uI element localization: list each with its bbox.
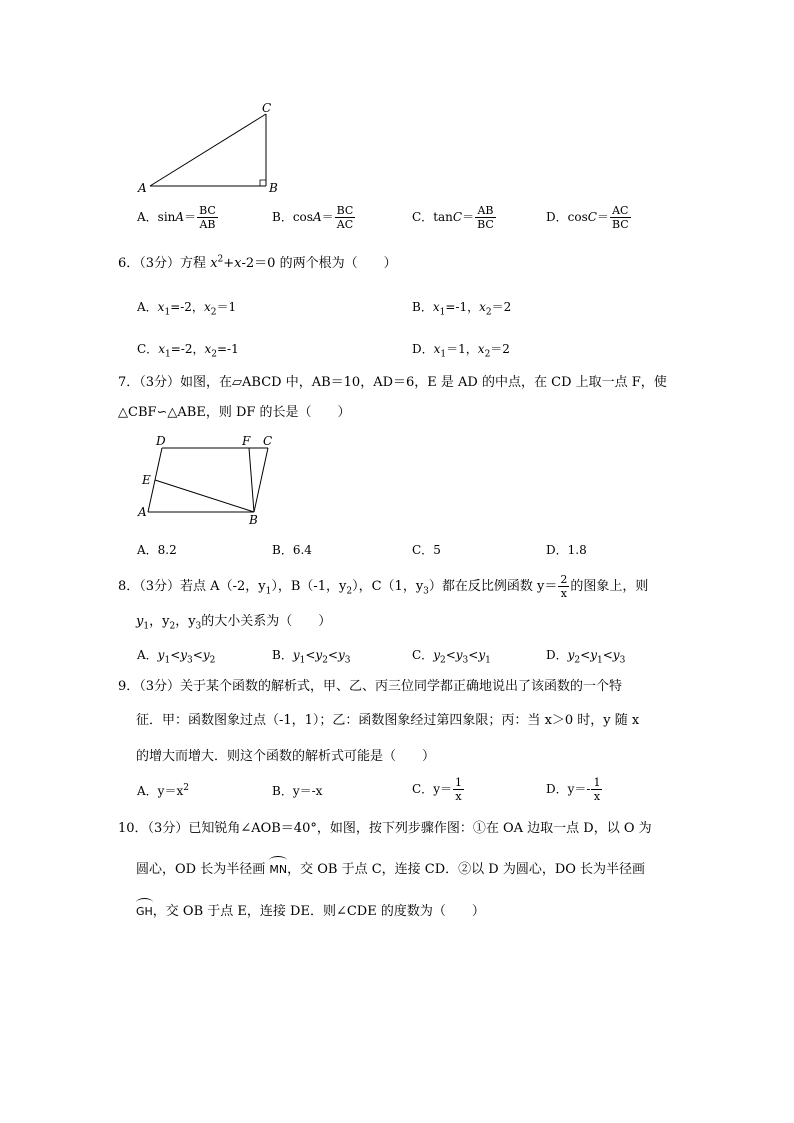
q9-option-c[interactable]: C．y＝ $\frac{1}{x}$ [412,776,462,803]
q7-option-a[interactable]: A．8.2 [137,543,177,557]
q6-option-b[interactable]: B．$x_1=-1$，$x_2=2$ [412,300,512,318]
q6-option-a[interactable]: A．$x_1=-2$，$x_2=1$ [137,300,237,318]
q9-stem-line2: 征．甲：函数图象过点（-1，1）；乙：函数图象经过第四象限；丙：当 x＞0 时，y 随 x [136,713,640,728]
arc-gh: GH [136,900,153,921]
q7-parallelogram-figure [136,432,286,528]
q7-stem-line1: 7．（3分）如图，在▱ABCD 中，AB＝10，AD＝6，E 是 AD 的中点，在 CD 上取一点 F，使 [118,375,667,390]
q6-stem: 6．（3分）方程 $x^2+x-2=0$ 的两个根为（ ） [118,254,397,271]
fraction: $\frac{2}{x}$ [560,573,568,600]
q8-option-c[interactable]: C．$y_2<y_3<y_1$ [412,648,491,666]
fraction: $\frac{BC}{AC}$ [336,204,354,231]
vertex-label-e: E [142,473,151,487]
q9-stem-line1: 9．（3分）关于某个函数的解析式，甲、乙、丙三位同学都正确地说出了该函数的一个特 [118,679,623,694]
vertex-label-d: D [156,434,166,448]
fraction: $\frac{BC}{AB}$ [199,204,216,231]
q6-option-c[interactable]: C．$x_1=-2$，$x_2=-1$ [137,342,239,360]
vertex-label-a: A [138,181,147,195]
q5-option-b[interactable]: B．cosA＝ $\frac{BC}{AC}$ [272,204,354,231]
vertex-label-f: F [242,434,251,448]
q8-option-b[interactable]: B．$y_1<y_2<y_3$ [272,648,351,666]
q8-stem-line1: 8．（3分）若点 A（-2，$y_1$），B（-1，$y_2$），C（1，$y_3$）都在反比例函数 y＝ $\frac{2}{x}$ 的图象上，则 [118,573,649,600]
q6-option-d[interactable]: D．$x_1=1$，$x_2=2$ [412,342,510,360]
q9-option-d[interactable]: D．y＝- $\frac{1}{x}$ [546,776,601,803]
q5-option-d[interactable]: D．cosC＝ $\frac{AC}{BC}$ [546,204,629,231]
q7-option-d[interactable]: D．1.8 [546,543,587,557]
vertex-label-c: C [262,101,272,115]
q7-stem-line2: △CBF∽△ABE，则 DF 的长是（ ） [118,405,351,420]
q9-option-a[interactable]: A．$y=x^2$ [137,783,189,798]
q5-triangle-figure [130,96,290,196]
q8-option-d[interactable]: D．$y_2<y_1<y_3$ [546,648,626,666]
q7-option-c[interactable]: C．5 [412,543,441,557]
q8-stem-line2: $y_1$，$y_2$，$y_3$的大小关系为（ ） [136,614,332,632]
q8-option-a[interactable]: A．$y_1<y_3<y_2$ [137,648,216,666]
fraction: $\frac{AB}{BC}$ [477,204,494,231]
vertex-label-b: B [249,513,258,527]
vertex-label-c: C [263,434,273,448]
fraction: $\frac{1}{x}$ [593,776,601,803]
fraction: $\frac{1}{x}$ [454,776,462,803]
arc-mn: MN [269,858,287,879]
q9-stem-line3: 的增大而增大．则这个函数的解析式可能是（ ） [136,749,436,764]
vertex-label-a: A [138,505,147,519]
q9-option-b[interactable]: B．y＝-x [272,784,323,798]
q10-stem-line3: GH，交 OB 于点 E，连接 DE．则∠CDE 的度数为（ ） [136,900,485,921]
q7-option-b[interactable]: B．6.4 [272,543,312,557]
q10-stem-line2: 圆心，OD 长为半径画 MN，交 OB 于点 C，连接 CD．②以 D 为圆心，DO 长为半径画 [136,858,645,879]
q5-option-c[interactable]: C．tanC＝ $\frac{AB}{BC}$ [412,204,494,231]
fraction: $\frac{AC}{BC}$ [611,204,629,231]
vertex-label-b: B [269,181,278,195]
q10-stem-line1: 10．（3分）已知锐角∠AOB＝40°，如图，按下列步骤作图：①在 OA 边取一点 D，以 O 为 [118,821,652,836]
q5-option-a[interactable]: A．sinA＝ $\frac{BC}{AB}$ [137,204,216,231]
